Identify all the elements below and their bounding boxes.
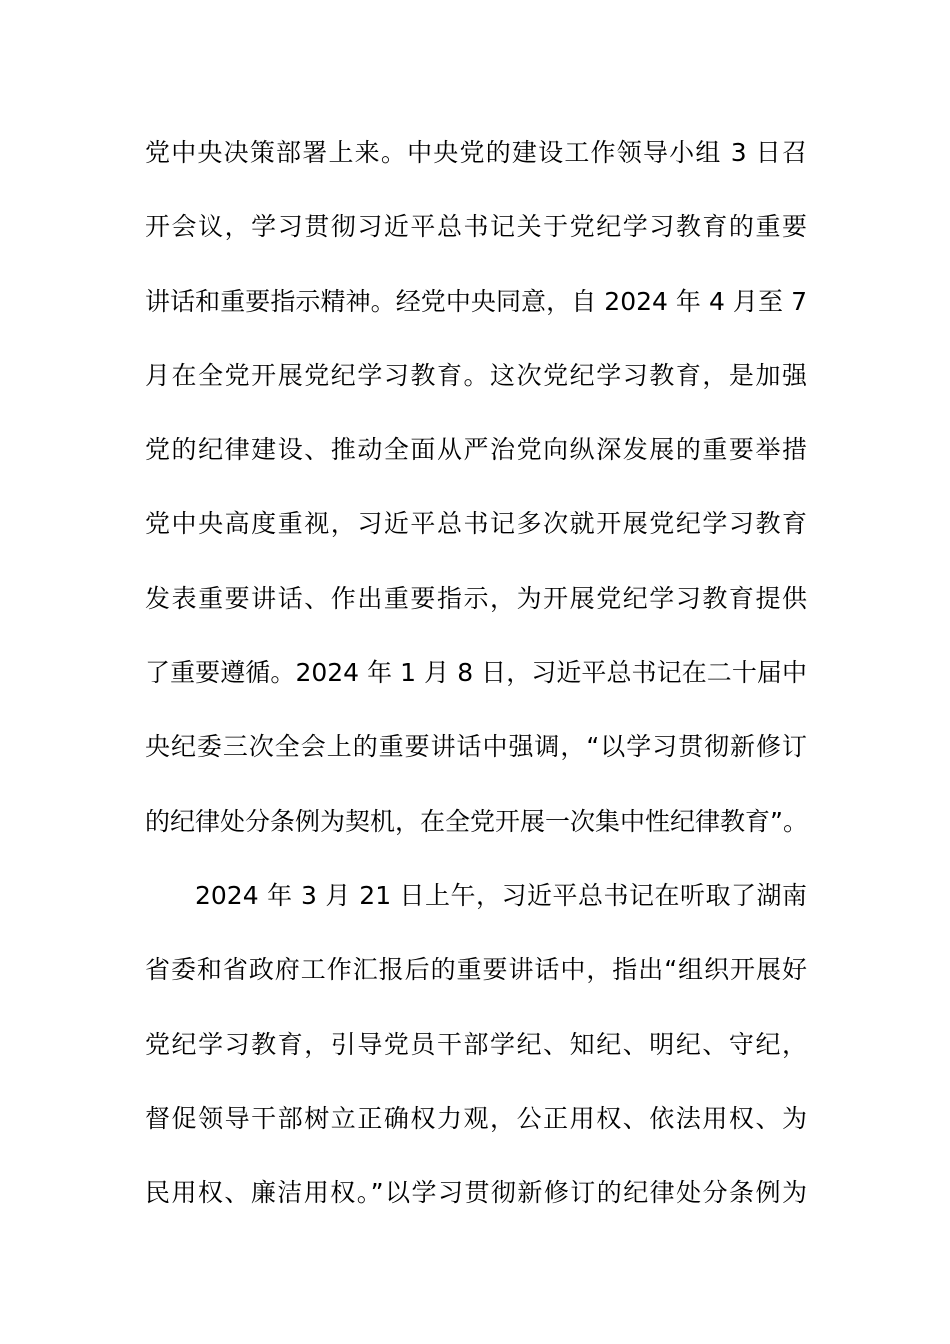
text-line: 央纪委三次全会上的重要讲话中强调，“以学习贯彻新修订 <box>145 732 807 762</box>
text-line: 民用权、廉洁用权。”以学习贯彻新修订的纪律处分条例为 <box>145 1178 807 1208</box>
paragraph-start-line: 2024 年 3 月 21 日上午，习近平总书记在听取了湖南 <box>195 880 807 910</box>
text-line: 了重要遵循。2024 年 1 月 8 日，习近平总书记在二十届中 <box>145 658 807 688</box>
text-line: 党中央决策部署上来。中央党的建设工作领导小组 3 日召 <box>145 138 807 167</box>
text-line: 督促领导干部树立正确权力观，公正用权、依法用权、为 <box>145 1103 807 1133</box>
text-line: 讲话和重要指示精神。经党中央同意，自 2024 年 4 月至 7 <box>145 286 807 316</box>
text-line: 省委和省政府工作汇报后的重要讲话中，指出“组织开展好 <box>145 955 807 985</box>
body-text <box>145 131 807 1245</box>
text-line: 党的纪律建设、推动全面从严治党向纵深发展的重要举措 <box>145 435 807 465</box>
text-line: 党中央高度重视，习近平总书记多次就开展党纪学习教育 <box>145 509 807 539</box>
text-line: 发表重要讲话、作出重要指示，为开展党纪学习教育提供 <box>145 583 807 613</box>
text-line: 开会议，学习贯彻习近平总书记关于党纪学习教育的重要 <box>145 212 807 242</box>
text-line: 党纪学习教育，引导党员干部学纪、知纪、明纪、守纪， <box>145 1029 807 1059</box>
text-line: 月在全党开展党纪学习教育。这次党纪学习教育，是加强 <box>145 360 807 390</box>
paragraph-end-line: 的纪律处分条例为契机，在全党开展一次集中性纪律教育”。 <box>145 806 808 836</box>
